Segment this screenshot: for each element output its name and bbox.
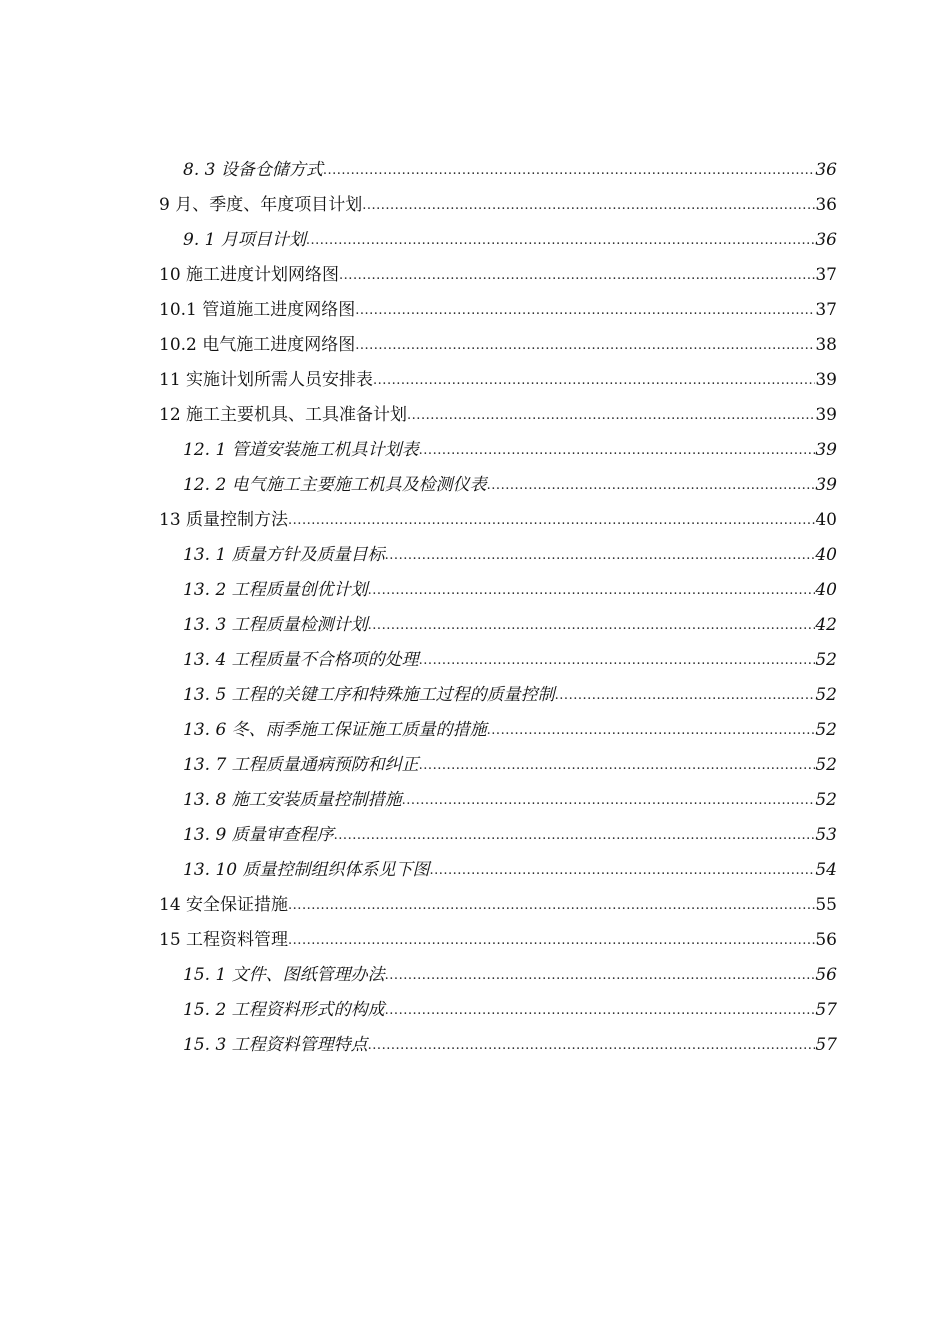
toc-entry-title: 9 月、季度、年度项目计划 [159,195,363,215]
toc-entry-title: 12. 2 电气施工主要施工机具及检测仪表 [183,475,487,495]
toc-entry[interactable] [0,958,950,993]
toc-entry[interactable] [0,993,950,1028]
toc-entry-page-number: 39 [815,370,837,390]
toc-entry-title: 12 施工主要机具、工具准备计划 [159,405,408,425]
toc-entry-page-number: 39 [815,405,837,425]
toc-entry-title: 13. 2 工程质量创优计划 [183,580,368,600]
toc-entry-page-number: 56 [815,965,837,985]
toc-dot-leader [368,608,816,643]
toc-entry-title: 13. 7 工程质量通病预防和纠正 [183,755,419,775]
toc-entry-page-number: 40 [815,510,837,530]
toc-entry[interactable] [0,468,950,503]
toc-dot-leader [555,678,816,713]
toc-entry-title: 13. 8 施工安装质量控制措施 [183,790,402,810]
toc-dot-leader [419,643,816,678]
toc-entry-page-number: 52 [815,685,837,705]
toc-entry-title: 13. 6 冬、雨季施工保证施工质量的措施 [183,720,487,740]
toc-dot-leader [402,783,816,818]
toc-dot-leader [355,328,815,363]
toc-entry-title: 8. 3 设备仓储方式 [183,160,323,180]
toc-entry-title: 13. 9 质量审查程序 [183,825,334,845]
toc-entry-page-number: 36 [815,195,837,215]
toc-entry-page-number: 38 [815,335,837,355]
toc-entry-page-number: 53 [815,825,837,845]
toc-entry-title: 11 实施计划所需人员安排表 [159,370,374,390]
toc-entry-page-number: 54 [815,860,837,880]
toc-dot-leader [385,538,816,573]
toc-entry-title: 15 工程资料管理 [159,930,289,950]
toc-entry[interactable] [0,923,950,958]
toc-dot-leader [487,468,816,503]
toc-dot-leader [362,188,815,223]
toc-dot-leader [407,398,815,433]
toc-entry-page-number: 52 [815,790,837,810]
toc-entry-title: 13 质量控制方法 [159,510,289,530]
table-of-contents [0,153,950,1063]
toc-entry-title: 9. 1 月项目计划 [183,230,306,250]
toc-entry[interactable] [0,293,950,328]
toc-dot-leader [323,153,816,188]
toc-entry-title: 12. 1 管道安装施工机具计划表 [183,440,419,460]
toc-entry[interactable] [0,888,950,923]
toc-entry-title: 13. 4 工程质量不合格项的处理 [183,650,419,670]
toc-entry-title: 10 施工进度计划网络图 [159,265,340,285]
toc-dot-leader [288,888,815,923]
toc-dot-leader [288,923,815,958]
toc-entry-page-number: 36 [815,160,837,180]
toc-entry-title: 15. 2 工程资料形式的构成 [183,1000,385,1020]
toc-entry[interactable] [0,608,950,643]
toc-dot-leader [334,818,816,853]
toc-entry-title: 13. 10 质量控制组织体系见下图 [183,860,430,880]
toc-entry-page-number: 36 [815,230,837,250]
toc-dot-leader [419,748,816,783]
toc-entry-page-number: 52 [815,755,837,775]
toc-dot-leader [339,258,815,293]
toc-entry-page-number: 57 [815,1035,837,1055]
toc-entry[interactable] [0,1028,950,1063]
toc-entry-page-number: 52 [815,720,837,740]
toc-entry[interactable] [0,223,950,258]
toc-entry[interactable] [0,713,950,748]
toc-entry-page-number: 39 [815,475,837,495]
toc-entry-page-number: 52 [815,650,837,670]
toc-entry[interactable] [0,678,950,713]
toc-dot-leader [487,713,816,748]
toc-entry-title: 13. 3 工程质量检测计划 [183,615,368,635]
toc-entry[interactable] [0,258,950,293]
toc-entry-page-number: 37 [815,300,837,320]
toc-entry-page-number: 56 [815,930,837,950]
toc-dot-leader [288,503,815,538]
toc-entry[interactable] [0,783,950,818]
toc-entry-page-number: 39 [815,440,837,460]
toc-entry-title: 10.1 管道施工进度网络图 [159,300,356,320]
toc-dot-leader [385,958,816,993]
toc-dot-leader [429,853,815,888]
toc-entry-page-number: 40 [815,545,837,565]
toc-entry[interactable] [0,363,950,398]
toc-entry-title: 13. 1 质量方针及质量目标 [183,545,385,565]
toc-dot-leader [385,993,816,1028]
toc-entry[interactable] [0,328,950,363]
toc-dot-leader [306,223,816,258]
toc-entry[interactable] [0,853,950,888]
toc-entry-page-number: 37 [815,265,837,285]
toc-entry-title: 14 安全保证措施 [159,895,289,915]
toc-dot-leader [368,1028,816,1063]
toc-entry-title: 15. 3 工程资料管理特点 [183,1035,368,1055]
toc-entry[interactable] [0,573,950,608]
toc-dot-leader [368,573,816,608]
toc-entry-title: 13. 5 工程的关键工序和特殊施工过程的质量控制 [183,685,555,705]
toc-entry-title: 10.2 电气施工进度网络图 [159,335,356,355]
toc-entry[interactable] [0,433,950,468]
toc-dot-leader [373,363,815,398]
toc-entry[interactable] [0,538,950,573]
toc-entry[interactable] [0,503,950,538]
toc-entry[interactable] [0,818,950,853]
toc-entry-page-number: 55 [815,895,837,915]
toc-entry[interactable] [0,748,950,783]
toc-entry[interactable] [0,153,950,188]
toc-entry[interactable] [0,398,950,433]
toc-entry[interactable] [0,643,950,678]
toc-dot-leader [419,433,816,468]
toc-entry-page-number: 57 [815,1000,837,1020]
toc-dot-leader [355,293,815,328]
toc-entry-page-number: 40 [815,580,837,600]
toc-entry[interactable] [0,188,950,223]
toc-entry-title: 15. 1 文件、图纸管理办法 [183,965,385,985]
toc-entry-page-number: 42 [815,615,837,635]
